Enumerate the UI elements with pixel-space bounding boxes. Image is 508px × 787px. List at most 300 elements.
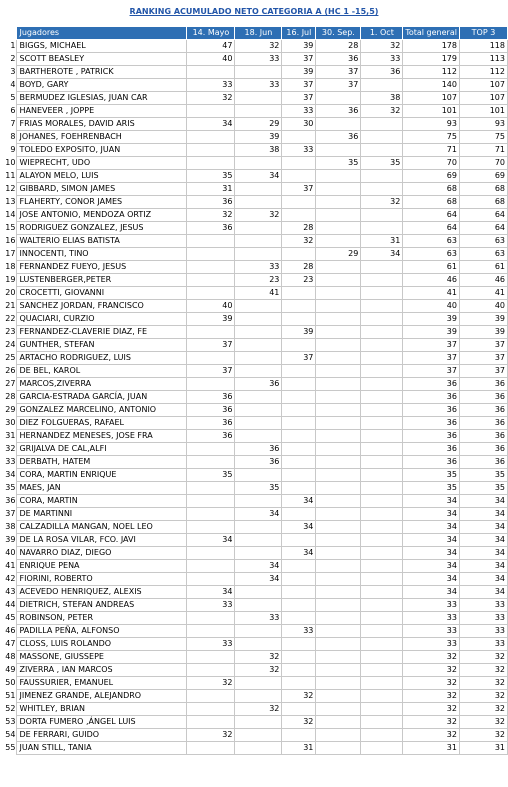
ranking-table xyxy=(3,27,508,755)
table-row xyxy=(3,287,508,300)
score-14-mayo-cell: 31 xyxy=(187,183,235,196)
score-30-sep-cell xyxy=(316,391,361,404)
score-18-jun-cell xyxy=(235,495,282,508)
player-name-cell: JIMENEZ GRANDE, ALEJANDRO xyxy=(17,690,187,703)
total-general-cell: 37 xyxy=(403,352,460,365)
score-1-oct-cell: 33 xyxy=(361,53,403,66)
player-name-cell: WIEPRECHT, UDO xyxy=(17,157,187,170)
score-18-jun-cell: 32 xyxy=(235,664,282,677)
score-18-jun-cell xyxy=(235,677,282,690)
score-16-jul-cell: 28 xyxy=(282,222,316,235)
score-30-sep-cell xyxy=(316,638,361,651)
score-16-jul-cell xyxy=(282,404,316,417)
row-number-cell: 29 xyxy=(5,405,16,414)
table-row xyxy=(3,482,508,495)
score-14-mayo-cell: 34 xyxy=(187,534,235,547)
player-name-cell: SANCHEZ JORDAN, FRANCISCO xyxy=(17,300,187,313)
score-30-sep-cell: 36 xyxy=(316,53,361,66)
score-18-jun-cell xyxy=(235,742,282,755)
score-30-sep-cell xyxy=(316,170,361,183)
score-30-sep-cell xyxy=(316,547,361,560)
score-16-jul-cell: 34 xyxy=(282,547,316,560)
top-3-cell: 46 xyxy=(459,274,507,287)
player-name-cell: MASSONE, GIUSSEPE xyxy=(17,651,187,664)
score-16-jul-cell xyxy=(282,469,316,482)
player-name-cell: HANEVEER , JOPPE xyxy=(17,105,187,118)
total-general-cell: 32 xyxy=(403,690,460,703)
total-general-cell: 32 xyxy=(403,677,460,690)
top-3-cell: 36 xyxy=(459,430,507,443)
player-name-cell: HERNANDEZ MENESES, JOSE FRA xyxy=(17,430,187,443)
score-1-oct-cell xyxy=(361,131,403,144)
top-3-cell: 107 xyxy=(459,79,507,92)
top-3-cell: 64 xyxy=(459,209,507,222)
score-30-sep-cell xyxy=(316,612,361,625)
row-number-cell: 16 xyxy=(5,236,16,245)
row-number-cell: 23 xyxy=(5,327,16,336)
score-14-mayo-cell xyxy=(187,651,235,664)
total-general-cell: 36 xyxy=(403,430,460,443)
score-18-jun-cell xyxy=(235,365,282,378)
score-1-oct-cell xyxy=(361,573,403,586)
top-3-cell: 32 xyxy=(459,677,507,690)
table-row xyxy=(3,430,508,443)
total-general-cell: 64 xyxy=(403,209,460,222)
score-30-sep-cell xyxy=(316,352,361,365)
row-number-cell: 43 xyxy=(5,587,16,596)
top-3-cell: 34 xyxy=(459,560,507,573)
score-30-sep-cell xyxy=(316,404,361,417)
score-1-oct-cell: 32 xyxy=(361,105,403,118)
score-1-oct-cell xyxy=(361,430,403,443)
score-1-oct-cell xyxy=(361,326,403,339)
score-14-mayo-cell xyxy=(187,66,235,79)
score-30-sep-cell xyxy=(316,495,361,508)
row-number-cell: 1 xyxy=(10,41,16,50)
score-16-jul-cell xyxy=(282,612,316,625)
player-name-cell: ZIVERRA , IAN MARCOS xyxy=(17,664,187,677)
table-row xyxy=(3,326,508,339)
total-general-cell: 46 xyxy=(403,274,460,287)
score-14-mayo-cell: 32 xyxy=(187,729,235,742)
score-30-sep-cell xyxy=(316,586,361,599)
score-16-jul-cell: 39 xyxy=(282,326,316,339)
score-1-oct-cell xyxy=(361,222,403,235)
score-30-sep-cell xyxy=(316,664,361,677)
score-14-mayo-cell xyxy=(187,625,235,638)
column-header-14-mayo: 14. Mayo xyxy=(187,27,235,40)
score-1-oct-cell xyxy=(361,469,403,482)
row-number-cell: 15 xyxy=(5,223,16,232)
total-general-cell: 68 xyxy=(403,196,460,209)
player-name-cell: DERBATH, HATEM xyxy=(17,456,187,469)
score-1-oct-cell xyxy=(361,365,403,378)
row-number-cell: 44 xyxy=(5,600,16,609)
ranking-table-body xyxy=(3,27,508,755)
score-18-jun-cell xyxy=(235,326,282,339)
score-30-sep-cell xyxy=(316,183,361,196)
score-1-oct-cell xyxy=(361,378,403,391)
score-14-mayo-cell xyxy=(187,378,235,391)
table-row xyxy=(3,196,508,209)
score-30-sep-cell xyxy=(316,560,361,573)
top-3-cell: 101 xyxy=(459,105,507,118)
score-1-oct-cell xyxy=(361,495,403,508)
table-row xyxy=(3,404,508,417)
row-number-cell: 19 xyxy=(5,275,16,284)
row-number-cell: 41 xyxy=(5,561,16,570)
score-18-jun-cell: 32 xyxy=(235,209,282,222)
top-3-cell: 93 xyxy=(459,118,507,131)
player-name-cell: NAVARRO DIAZ, DIEGO xyxy=(17,547,187,560)
top-3-cell: 34 xyxy=(459,586,507,599)
row-number-cell: 45 xyxy=(5,613,16,622)
score-16-jul-cell xyxy=(282,248,316,261)
player-name-cell: BOYD, GARY xyxy=(17,79,187,92)
top-3-cell: 36 xyxy=(459,391,507,404)
score-30-sep-cell xyxy=(316,703,361,716)
score-30-sep-cell xyxy=(316,261,361,274)
score-1-oct-cell xyxy=(361,690,403,703)
player-name-cell: WHITLEY, BRIAN xyxy=(17,703,187,716)
score-14-mayo-cell: 47 xyxy=(187,40,235,53)
player-name-cell: RODRIGUEZ GONZALEZ, JESUS xyxy=(17,222,187,235)
row-number-cell: 13 xyxy=(5,197,16,206)
row-number-cell: 39 xyxy=(5,535,16,544)
table-row xyxy=(3,183,508,196)
player-name-cell: PADILLA PEÑA, ALFONSO xyxy=(17,625,187,638)
top-3-cell: 32 xyxy=(459,729,507,742)
score-18-jun-cell: 33 xyxy=(235,53,282,66)
total-general-cell: 178 xyxy=(403,40,460,53)
player-name-cell: FERNANDEZ-CLAVERIE DIAZ, FE xyxy=(17,326,187,339)
top-3-cell: 113 xyxy=(459,53,507,66)
table-row xyxy=(3,573,508,586)
score-1-oct-cell xyxy=(361,261,403,274)
total-general-cell: 32 xyxy=(403,664,460,677)
row-number-cell: 6 xyxy=(10,106,16,115)
score-1-oct-cell xyxy=(361,391,403,404)
row-number-cell: 28 xyxy=(5,392,16,401)
score-18-jun-cell: 23 xyxy=(235,274,282,287)
top-3-cell: 32 xyxy=(459,651,507,664)
row-number-cell: 26 xyxy=(5,366,16,375)
score-16-jul-cell xyxy=(282,300,316,313)
table-row xyxy=(3,716,508,729)
row-number-cell: 7 xyxy=(10,119,16,128)
total-general-cell: 93 xyxy=(403,118,460,131)
total-general-cell: 35 xyxy=(403,482,460,495)
total-general-cell: 36 xyxy=(403,404,460,417)
column-header-total-general: Total general xyxy=(403,27,460,40)
top-3-cell: 39 xyxy=(459,326,507,339)
table-row xyxy=(3,170,508,183)
player-name-cell: ACEVEDO HENRIQUEZ, ALEXIS xyxy=(17,586,187,599)
player-name-cell: GIBBARD, SIMON JAMES xyxy=(17,183,187,196)
score-30-sep-cell xyxy=(316,339,361,352)
score-1-oct-cell xyxy=(361,534,403,547)
score-14-mayo-cell xyxy=(187,261,235,274)
score-14-mayo-cell: 32 xyxy=(187,92,235,105)
total-general-cell: 32 xyxy=(403,703,460,716)
top-3-cell: 32 xyxy=(459,664,507,677)
row-number-cell: 47 xyxy=(5,639,16,648)
row-number-cell: 20 xyxy=(5,288,16,297)
score-14-mayo-cell: 32 xyxy=(187,209,235,222)
total-general-cell: 112 xyxy=(403,66,460,79)
total-general-cell: 36 xyxy=(403,456,460,469)
player-name-cell: CORA, MARTIN xyxy=(17,495,187,508)
score-14-mayo-cell xyxy=(187,287,235,300)
score-18-jun-cell xyxy=(235,547,282,560)
score-18-jun-cell xyxy=(235,105,282,118)
table-row xyxy=(3,66,508,79)
score-30-sep-cell xyxy=(316,482,361,495)
score-1-oct-cell xyxy=(361,625,403,638)
player-name-cell: LUSTENBERGER,PETER xyxy=(17,274,187,287)
total-general-cell: 34 xyxy=(403,573,460,586)
row-number-cell: 30 xyxy=(5,418,16,427)
table-row xyxy=(3,456,508,469)
score-30-sep-cell xyxy=(316,534,361,547)
row-number-cell: 50 xyxy=(5,678,16,687)
player-name-cell: TOLEDO EXPOSITO, JUAN xyxy=(17,144,187,157)
score-1-oct-cell xyxy=(361,170,403,183)
score-18-jun-cell xyxy=(235,729,282,742)
score-18-jun-cell xyxy=(235,157,282,170)
score-1-oct-cell xyxy=(361,339,403,352)
row-number-cell: 33 xyxy=(5,457,16,466)
table-row xyxy=(3,651,508,664)
score-18-jun-cell: 33 xyxy=(235,612,282,625)
score-1-oct-cell xyxy=(361,703,403,716)
score-18-jun-cell xyxy=(235,690,282,703)
row-number-cell: 5 xyxy=(10,93,16,102)
score-1-oct-cell xyxy=(361,209,403,222)
player-name-cell: MARCOS,ZIVERRA xyxy=(17,378,187,391)
score-14-mayo-cell: 40 xyxy=(187,53,235,66)
top-3-cell: 36 xyxy=(459,456,507,469)
score-16-jul-cell xyxy=(282,482,316,495)
row-number-cell: 49 xyxy=(5,665,16,674)
score-30-sep-cell xyxy=(316,677,361,690)
score-1-oct-cell xyxy=(361,118,403,131)
column-header-16-jul: 16. Jul xyxy=(282,27,316,40)
top-3-cell: 61 xyxy=(459,261,507,274)
table-row xyxy=(3,274,508,287)
score-1-oct-cell: 34 xyxy=(361,248,403,261)
total-general-cell: 36 xyxy=(403,378,460,391)
score-14-mayo-cell xyxy=(187,495,235,508)
top-3-cell: 34 xyxy=(459,534,507,547)
score-14-mayo-cell xyxy=(187,482,235,495)
score-18-jun-cell xyxy=(235,521,282,534)
score-18-jun-cell xyxy=(235,66,282,79)
top-3-cell: 37 xyxy=(459,339,507,352)
score-30-sep-cell: 36 xyxy=(316,131,361,144)
score-14-mayo-cell: 36 xyxy=(187,404,235,417)
row-number-header xyxy=(3,27,17,40)
top-3-cell: 34 xyxy=(459,508,507,521)
score-16-jul-cell xyxy=(282,443,316,456)
score-14-mayo-cell: 40 xyxy=(187,300,235,313)
score-16-jul-cell: 30 xyxy=(282,118,316,131)
score-18-jun-cell: 36 xyxy=(235,378,282,391)
score-18-jun-cell xyxy=(235,196,282,209)
score-14-mayo-cell xyxy=(187,612,235,625)
score-1-oct-cell xyxy=(361,599,403,612)
score-30-sep-cell xyxy=(316,144,361,157)
score-14-mayo-cell: 36 xyxy=(187,417,235,430)
score-30-sep-cell: 37 xyxy=(316,66,361,79)
table-row xyxy=(3,79,508,92)
score-14-mayo-cell xyxy=(187,352,235,365)
total-general-cell: 71 xyxy=(403,144,460,157)
score-18-jun-cell xyxy=(235,222,282,235)
player-name-cell: FERNANDEZ FUEYO, JESUS xyxy=(17,261,187,274)
top-3-cell: 64 xyxy=(459,222,507,235)
score-16-jul-cell: 34 xyxy=(282,521,316,534)
score-16-jul-cell: 37 xyxy=(282,92,316,105)
top-3-cell: 35 xyxy=(459,469,507,482)
page-title: RANKING ACUMULADO NETO CATEGORIA A (HC 1 -15,5) xyxy=(129,7,379,16)
row-number-cell: 17 xyxy=(5,249,16,258)
score-30-sep-cell xyxy=(316,430,361,443)
score-18-jun-cell: 34 xyxy=(235,573,282,586)
top-3-cell: 118 xyxy=(459,40,507,53)
score-14-mayo-cell: 37 xyxy=(187,339,235,352)
player-name-cell: GRIJALVA DE CAL,ALFI xyxy=(17,443,187,456)
score-1-oct-cell: 35 xyxy=(361,157,403,170)
player-name-cell: WALTERIO ELIAS BATISTA xyxy=(17,235,187,248)
score-18-jun-cell: 29 xyxy=(235,118,282,131)
table-row xyxy=(3,586,508,599)
score-14-mayo-cell xyxy=(187,664,235,677)
score-16-jul-cell: 23 xyxy=(282,274,316,287)
player-name-cell: FLAHERTY, CONOR JAMES xyxy=(17,196,187,209)
table-row xyxy=(3,729,508,742)
row-number-cell: 32 xyxy=(5,444,16,453)
score-1-oct-cell: 31 xyxy=(361,235,403,248)
score-18-jun-cell xyxy=(235,417,282,430)
player-name-cell: DE BEL, KAROL xyxy=(17,365,187,378)
score-16-jul-cell: 33 xyxy=(282,105,316,118)
row-number-cell: 37 xyxy=(5,509,16,518)
total-general-cell: 33 xyxy=(403,625,460,638)
score-1-oct-cell xyxy=(361,287,403,300)
score-16-jul-cell xyxy=(282,573,316,586)
score-1-oct-cell xyxy=(361,183,403,196)
score-14-mayo-cell xyxy=(187,547,235,560)
player-name-cell: BARTHEROTE , PATRICK xyxy=(17,66,187,79)
score-18-jun-cell: 34 xyxy=(235,508,282,521)
table-row xyxy=(3,92,508,105)
row-number-cell: 34 xyxy=(5,470,16,479)
top-3-cell: 69 xyxy=(459,170,507,183)
row-number-cell: 14 xyxy=(5,210,16,219)
score-30-sep-cell xyxy=(316,651,361,664)
player-name-cell: FRIAS MORALES, DAVID ARIS xyxy=(17,118,187,131)
player-name-cell: QUACIARI, CURZIO xyxy=(17,313,187,326)
total-general-cell: 34 xyxy=(403,547,460,560)
row-number-cell: 24 xyxy=(5,340,16,349)
top-3-cell: 68 xyxy=(459,183,507,196)
score-16-jul-cell xyxy=(282,560,316,573)
top-3-cell: 107 xyxy=(459,92,507,105)
score-30-sep-cell xyxy=(316,313,361,326)
total-general-cell: 34 xyxy=(403,534,460,547)
table-row xyxy=(3,235,508,248)
table-row xyxy=(3,469,508,482)
column-header-30-sep: 30. Sep. xyxy=(316,27,361,40)
table-row xyxy=(3,261,508,274)
score-16-jul-cell xyxy=(282,729,316,742)
total-general-cell: 41 xyxy=(403,287,460,300)
score-14-mayo-cell xyxy=(187,144,235,157)
score-30-sep-cell xyxy=(316,599,361,612)
player-name-cell: CROCETTI, GIOVANNI xyxy=(17,287,187,300)
table-row xyxy=(3,313,508,326)
score-14-mayo-cell xyxy=(187,560,235,573)
score-16-jul-cell: 31 xyxy=(282,742,316,755)
top-3-cell: 41 xyxy=(459,287,507,300)
score-16-jul-cell xyxy=(282,196,316,209)
score-1-oct-cell xyxy=(361,521,403,534)
player-name-cell: GONZALEZ MARCELINO, ANTONIO xyxy=(17,404,187,417)
score-14-mayo-cell xyxy=(187,235,235,248)
score-30-sep-cell xyxy=(316,508,361,521)
total-general-cell: 32 xyxy=(403,651,460,664)
row-number-cell: 38 xyxy=(5,522,16,531)
total-general-cell: 33 xyxy=(403,638,460,651)
score-30-sep-cell xyxy=(316,92,361,105)
table-row xyxy=(3,105,508,118)
total-general-cell: 34 xyxy=(403,560,460,573)
player-name-cell: SCOTT BEASLEY xyxy=(17,53,187,66)
row-number-cell: 11 xyxy=(5,171,16,180)
score-30-sep-cell xyxy=(316,690,361,703)
row-number-cell: 8 xyxy=(10,132,16,141)
table-row xyxy=(3,131,508,144)
top-3-cell: 36 xyxy=(459,378,507,391)
score-30-sep-cell: 28 xyxy=(316,40,361,53)
total-general-cell: 33 xyxy=(403,612,460,625)
score-14-mayo-cell xyxy=(187,573,235,586)
player-name-cell: DIETRICH, STEFAN ANDREAS xyxy=(17,599,187,612)
score-1-oct-cell xyxy=(361,79,403,92)
score-18-jun-cell xyxy=(235,599,282,612)
score-18-jun-cell xyxy=(235,404,282,417)
table-row xyxy=(3,534,508,547)
player-name-cell: DORTA FUMERO ,ÁNGEL LUIS xyxy=(17,716,187,729)
total-general-cell: 40 xyxy=(403,300,460,313)
top-3-cell: 75 xyxy=(459,131,507,144)
player-name-cell: JOSE ANTONIO, MENDOZA ORTIZ xyxy=(17,209,187,222)
player-name-cell: ENRIQUE PENA xyxy=(17,560,187,573)
score-1-oct-cell xyxy=(361,443,403,456)
score-30-sep-cell xyxy=(316,443,361,456)
score-30-sep-cell xyxy=(316,326,361,339)
score-18-jun-cell: 41 xyxy=(235,287,282,300)
table-row xyxy=(3,521,508,534)
score-1-oct-cell xyxy=(361,482,403,495)
row-number-cell: 51 xyxy=(5,691,16,700)
score-14-mayo-cell xyxy=(187,248,235,261)
top-3-cell: 39 xyxy=(459,313,507,326)
score-30-sep-cell: 37 xyxy=(316,79,361,92)
row-number-cell: 25 xyxy=(5,353,16,362)
top-3-cell: 34 xyxy=(459,547,507,560)
